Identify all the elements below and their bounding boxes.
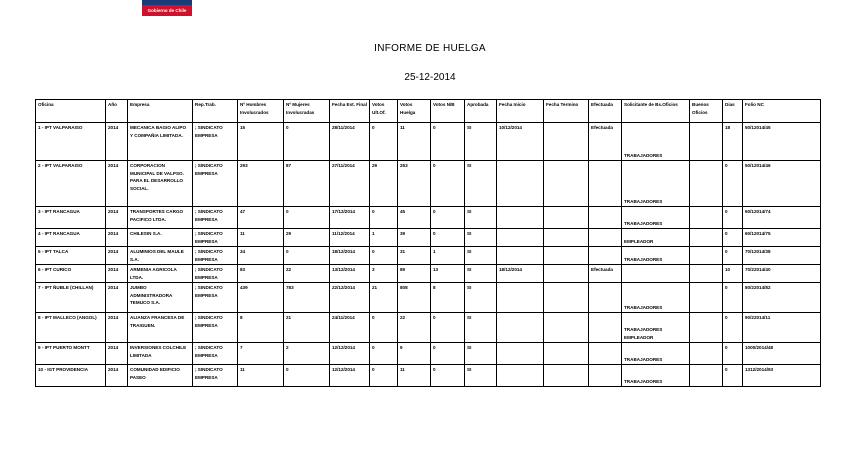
column-header: Nº Mujeres Involucradas	[284, 100, 330, 123]
table-cell: ; SINDICATO EMPRESA	[193, 283, 238, 313]
table-cell: ; SINDICATO EMPRESA	[193, 313, 238, 343]
table-cell: SI	[465, 207, 497, 229]
table-cell: 21	[284, 313, 330, 343]
table-cell	[544, 247, 589, 265]
table-cell: 0	[284, 365, 330, 387]
table-cell: 13/12/2014	[330, 265, 370, 283]
table-cell: ; SINDICATO EMPRESA	[193, 207, 238, 229]
table-cell: 0	[284, 123, 330, 161]
table-cell	[589, 313, 622, 343]
table-cell: 18/12/2014	[497, 265, 544, 283]
table-cell: 87	[284, 161, 330, 207]
table-cell: 29	[284, 229, 330, 247]
table-cell: 28/11/2014	[330, 123, 370, 161]
column-header: Aprobada	[465, 100, 497, 123]
table-cell: 0	[723, 247, 743, 265]
table-cell: 17/12/2014	[330, 207, 370, 229]
table-cell: TRABAJADORES	[622, 123, 690, 161]
table-cell: 39	[398, 229, 431, 247]
table-cell	[589, 161, 622, 207]
table-cell: MECANICA BAGIO ALIPO Y COMPAÑIA LIMITADA.	[128, 123, 193, 161]
table-cell: 2014	[106, 161, 128, 207]
table-cell: 15	[238, 123, 284, 161]
table-cell: ; SINDICATO EMPRESA	[193, 229, 238, 247]
table-cell: 83	[238, 265, 284, 283]
strike-report-table	[35, 99, 821, 387]
table-cell: 0	[723, 313, 743, 343]
column-header: Año	[106, 100, 128, 123]
table-cell: 0	[431, 229, 465, 247]
table-cell: TRABAJADORES	[622, 247, 690, 265]
table-cell: 11	[398, 123, 431, 161]
table-cell: 89	[398, 265, 431, 283]
table-cell	[589, 283, 622, 313]
table-cell: 21	[370, 283, 398, 313]
table-cell	[690, 313, 723, 343]
table-cell: 27/11/2014	[330, 161, 370, 207]
table-cell: ; SINDICATO EMPRESA	[193, 247, 238, 265]
table-cell: 31	[398, 247, 431, 265]
table-cell	[589, 207, 622, 229]
table-cell: 7 - IPT ÑUBLE (CHILLAN)	[36, 283, 106, 313]
table-cell: 45	[398, 207, 431, 229]
table-cell: TRABAJADORES EMPLEADOR	[622, 313, 690, 343]
column-header: Fecha Termino	[544, 100, 589, 123]
table-cell: 24/11/2014	[330, 313, 370, 343]
table-cell: INVERSIONES COLCHILE LIMITADA	[128, 343, 193, 365]
table-cell: 18	[723, 123, 743, 161]
table-row	[36, 283, 821, 313]
table-cell: 2014	[106, 365, 128, 387]
table-cell: 22	[284, 265, 330, 283]
table-cell: 60/12014/75	[743, 229, 821, 247]
table-cell: 11	[398, 365, 431, 387]
table-cell	[544, 365, 589, 387]
table-cell: 0	[284, 247, 330, 265]
table-cell: 11/12/2014	[330, 229, 370, 247]
table-row	[36, 207, 821, 229]
table-cell: COMUNIDAD EDIFICIO PASEO	[128, 365, 193, 387]
table-cell: 70/22014/40	[743, 265, 821, 283]
table-cell: 80/22014/82	[743, 283, 821, 313]
table-cell: SI	[465, 313, 497, 343]
table-cell: 2014	[106, 207, 128, 229]
header-row	[36, 100, 821, 123]
table-cell: 47	[238, 207, 284, 229]
table-cell: 5 - IPT TALCA	[36, 247, 106, 265]
table-row	[36, 365, 821, 387]
table-cell	[544, 265, 589, 283]
table-cell: 6 - IPT CURICO	[36, 265, 106, 283]
table-cell: 10 - IGT PROVIDENCIA	[36, 365, 106, 387]
table-cell: 2014	[106, 283, 128, 313]
table-cell: CORPORACION MUNICIPAL DE VALPSO. PARA EL DESARROLLO SOCIAL.	[128, 161, 193, 207]
column-header: Rep.Trab.	[193, 100, 238, 123]
table-cell: 50/12014/45	[743, 123, 821, 161]
table-cell: 0	[370, 343, 398, 365]
table-cell	[589, 365, 622, 387]
table-cell: 7	[238, 343, 284, 365]
table-cell: 0	[431, 343, 465, 365]
table-cell	[622, 265, 690, 283]
table-cell	[589, 247, 622, 265]
table-cell	[544, 229, 589, 247]
table-cell: 9	[398, 343, 431, 365]
table-cell: 10/12/2014	[497, 123, 544, 161]
table-cell: Efectuada	[589, 123, 622, 161]
column-header: Votos N/B	[431, 100, 465, 123]
table-cell: ; SINDICATO EMPRESA	[193, 123, 238, 161]
table-cell: 10	[723, 265, 743, 283]
table-cell: 293	[238, 161, 284, 207]
table-cell: 50/12014/46	[743, 161, 821, 207]
table-cell: ; SINDICATO EMPRESA	[193, 161, 238, 207]
table-cell: 12/12/2014	[330, 365, 370, 387]
table-cell: 3	[370, 265, 398, 283]
table-cell: SI	[465, 161, 497, 207]
table-cell: 0	[723, 283, 743, 313]
table-cell: 0	[431, 161, 465, 207]
table-cell	[497, 161, 544, 207]
table-cell: ALUMINIOS DEL MAULE S.A.	[128, 247, 193, 265]
table-cell: 0	[370, 365, 398, 387]
column-header: Efectuada	[589, 100, 622, 123]
column-header: Fecha Inicio	[497, 100, 544, 123]
table-cell: 0	[431, 123, 465, 161]
table-cell: 2014	[106, 343, 128, 365]
table-cell: 0	[723, 207, 743, 229]
table-cell: 0	[723, 229, 743, 247]
column-header: Oficina	[36, 100, 106, 123]
table-cell	[690, 247, 723, 265]
table-cell: 11	[238, 229, 284, 247]
table-cell	[544, 123, 589, 161]
table-cell: ; SINDICATO EMPRESA	[193, 265, 238, 283]
table-cell: 0	[723, 365, 743, 387]
table-cell	[690, 161, 723, 207]
table-cell: ALIANZA FRANCESA DE TRAIGUEN.	[128, 313, 193, 343]
table-cell: TRABAJADORES	[622, 365, 690, 387]
table-cell: TRANSPORTES CARGO PACIFICO LTDA.	[128, 207, 193, 229]
table-row	[36, 229, 821, 247]
table-cell: 9 - IPT PUERTO MONTT	[36, 343, 106, 365]
table-body	[36, 123, 821, 387]
table-cell	[497, 283, 544, 313]
table-cell: TRABAJADORES	[622, 207, 690, 229]
table-cell: 0	[370, 123, 398, 161]
table-cell	[690, 283, 723, 313]
table-cell: 2014	[106, 123, 128, 161]
table-cell: 0	[431, 313, 465, 343]
table-cell: JUMBO ADMINISTRADORA TEMUCO S.A.	[128, 283, 193, 313]
report-date: 25-12-2014	[404, 72, 456, 83]
table-cell: 0	[370, 207, 398, 229]
table-row	[36, 123, 821, 161]
column-header: Nº Hombres Involucrados	[238, 100, 284, 123]
table-cell: SI	[465, 247, 497, 265]
table-cell: SI	[465, 343, 497, 365]
government-logo	[142, 0, 192, 16]
column-header: Fecha Est. Final	[330, 100, 370, 123]
report-title: INFORME DE HUELGA	[374, 43, 486, 54]
table-cell: SI	[465, 365, 497, 387]
table-cell: TRABAJADORES	[622, 161, 690, 207]
table-cell: 29	[370, 161, 398, 207]
table-cell: 8	[431, 283, 465, 313]
table-cell: 1312/2014/93	[743, 365, 821, 387]
table-cell: 60/12014/74	[743, 207, 821, 229]
table-cell: 2 - IPT VALPARAISO	[36, 161, 106, 207]
table-cell: 70/12014/38	[743, 247, 821, 265]
table-cell	[497, 313, 544, 343]
table-cell: 1 - IPT VALPARAISO	[36, 123, 106, 161]
table-cell: 90/22014/11	[743, 313, 821, 343]
table-cell	[544, 283, 589, 313]
table-cell: 253	[398, 161, 431, 207]
table-cell: 18/12/2014	[330, 247, 370, 265]
table-cell: 1	[431, 247, 465, 265]
table-cell	[497, 229, 544, 247]
table-cell	[497, 247, 544, 265]
table-row	[36, 247, 821, 265]
table-cell: 0	[431, 365, 465, 387]
column-header: Votos Huelga	[398, 100, 431, 123]
table-cell	[544, 313, 589, 343]
table-header	[36, 100, 821, 123]
table-cell: TRABAJADORES	[622, 283, 690, 313]
table-cell	[690, 265, 723, 283]
table-cell: 8 - IPT MALLECO (ANGOL)	[36, 313, 106, 343]
table-cell	[497, 207, 544, 229]
table-cell: 2014	[106, 247, 128, 265]
column-header: Votos Ult.Of.	[370, 100, 398, 123]
table-cell: 22/12/2014	[330, 283, 370, 313]
table-row	[36, 161, 821, 207]
table-cell: 1000/2014/48	[743, 343, 821, 365]
table-cell: 0	[284, 207, 330, 229]
table-cell: 3 - IPT RANCAGUA	[36, 207, 106, 229]
table-cell: 0	[370, 247, 398, 265]
column-header: Folio NC	[743, 100, 821, 123]
table-cell	[589, 343, 622, 365]
table-cell	[690, 343, 723, 365]
table-cell: 0	[370, 313, 398, 343]
table-cell	[497, 343, 544, 365]
table-cell: 2014	[106, 265, 128, 283]
table-cell: 12/12/2014	[330, 343, 370, 365]
table-cell: ; SINDICATO EMPRESA	[193, 365, 238, 387]
table-cell: SI	[465, 229, 497, 247]
table-cell: SI	[465, 265, 497, 283]
table-cell: SI	[465, 283, 497, 313]
table-cell	[544, 161, 589, 207]
table-cell: Efectuada	[589, 265, 622, 283]
table-cell	[690, 229, 723, 247]
table-cell: 0	[723, 343, 743, 365]
table-cell	[544, 343, 589, 365]
table-cell: 439	[238, 283, 284, 313]
table-cell: 11	[238, 365, 284, 387]
logo-red-band: Gobierno de Chile	[142, 5, 192, 16]
table-row	[36, 313, 821, 343]
table-cell: ARMENIA AGRICOLA LTDA.	[128, 265, 193, 283]
table-cell: 34	[238, 247, 284, 265]
table-cell: 0	[723, 161, 743, 207]
table-cell: 4 - IPT RANCAGUA	[36, 229, 106, 247]
column-header: Empresa	[128, 100, 193, 123]
table-cell: 13	[431, 265, 465, 283]
table-cell: 2014	[106, 313, 128, 343]
table-cell: 8	[238, 313, 284, 343]
column-header: Solicitante de Bs.Oficios	[622, 100, 690, 123]
table-cell	[544, 207, 589, 229]
table-cell: 2	[284, 343, 330, 365]
table-cell: 2014	[106, 229, 128, 247]
table-cell: CHILESIN S.A.	[128, 229, 193, 247]
table-cell: TRABAJADORES	[622, 343, 690, 365]
table-cell: 0	[431, 207, 465, 229]
table-cell: SI	[465, 123, 497, 161]
table-cell: 808	[398, 283, 431, 313]
table-cell	[690, 365, 723, 387]
table-cell: ; SINDICATO EMPRESA	[193, 343, 238, 365]
table-row	[36, 343, 821, 365]
table-cell: 1	[370, 229, 398, 247]
table-cell: 783	[284, 283, 330, 313]
table-cell: 22	[398, 313, 431, 343]
table-cell	[497, 365, 544, 387]
table-row	[36, 265, 821, 283]
table-cell	[690, 207, 723, 229]
column-header: Buenos Oficios	[690, 100, 723, 123]
table-cell: EMPLEADOR	[622, 229, 690, 247]
column-header: Dias	[723, 100, 743, 123]
table-cell	[589, 229, 622, 247]
table-cell	[690, 123, 723, 161]
